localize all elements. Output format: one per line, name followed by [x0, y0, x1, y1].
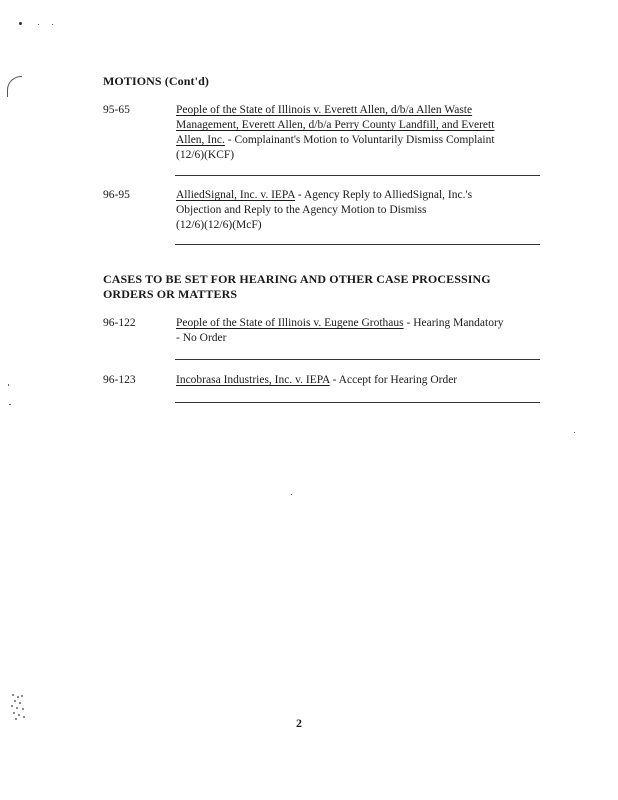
margin-bracket-mark — [7, 76, 22, 97]
scan-speck — [19, 22, 22, 25]
case-body — [176, 316, 543, 346]
case-body — [176, 373, 543, 388]
docket-notation: (12/6)(KCF) — [176, 149, 235, 161]
scan-speck — [8, 384, 9, 386]
hearing-case-entry — [103, 316, 543, 348]
scan-speck — [9, 404, 11, 405]
scan-speck — [38, 24, 39, 25]
case-number: 96-95 — [103, 189, 130, 201]
scan-speck — [574, 432, 575, 433]
case-number: 96-123 — [103, 374, 136, 386]
case-number: 96-122 — [103, 317, 136, 329]
case-description: - No Order — [176, 332, 227, 344]
section-heading-line: CASES TO BE SET FOR HEARING AND OTHER CASE PROCESSING — [103, 272, 491, 286]
case-description: - Hearing Mandatory — [403, 317, 504, 329]
motion-entry — [103, 188, 543, 234]
scan-speck — [52, 24, 53, 25]
docket-notation: (12/6)(12/6)(McF) — [176, 219, 262, 231]
entry-separator-line — [175, 175, 540, 176]
entry-separator-line — [175, 359, 540, 360]
case-body — [176, 103, 543, 163]
case-description: - Agency Reply to AlliedSignal, Inc.'s — [294, 189, 473, 201]
motion-entry — [103, 103, 543, 163]
case-caption: Management, Everett Allen, d/b/a Perry County Landfill, and Everett — [176, 119, 495, 131]
case-description: - Accept for Hearing Order — [329, 374, 458, 386]
scan-artifact — [10, 694, 26, 720]
case-number: 95-65 — [103, 104, 130, 116]
entry-separator-line — [175, 244, 540, 245]
section-heading-motions: MOTIONS (Cont'd) — [103, 74, 209, 88]
case-description: - Complainant's Motion to Voluntarily Dismiss Complaint — [224, 134, 495, 146]
section-heading-cases — [103, 272, 491, 302]
hearing-case-entry — [103, 373, 543, 389]
case-caption: Allen, Inc. — [176, 134, 225, 146]
case-caption: People of the State of Illinois v. Eugene Grothaus — [176, 317, 404, 329]
scan-speck — [291, 494, 292, 495]
case-body — [176, 188, 543, 233]
case-caption: Incobrasa Industries, Inc. v. IEPA — [176, 374, 330, 386]
entry-separator-line — [175, 402, 540, 403]
case-caption: AlliedSignal, Inc. v. IEPA — [176, 189, 295, 201]
section-heading-line: ORDERS OR MATTERS — [103, 287, 238, 301]
page-number: 2 — [296, 716, 302, 730]
case-description: Objection and Reply to the Agency Motion to Dismiss — [176, 204, 427, 216]
case-caption: People of the State of Illinois v. Everett Allen, d/b/a Allen Waste — [176, 104, 473, 116]
